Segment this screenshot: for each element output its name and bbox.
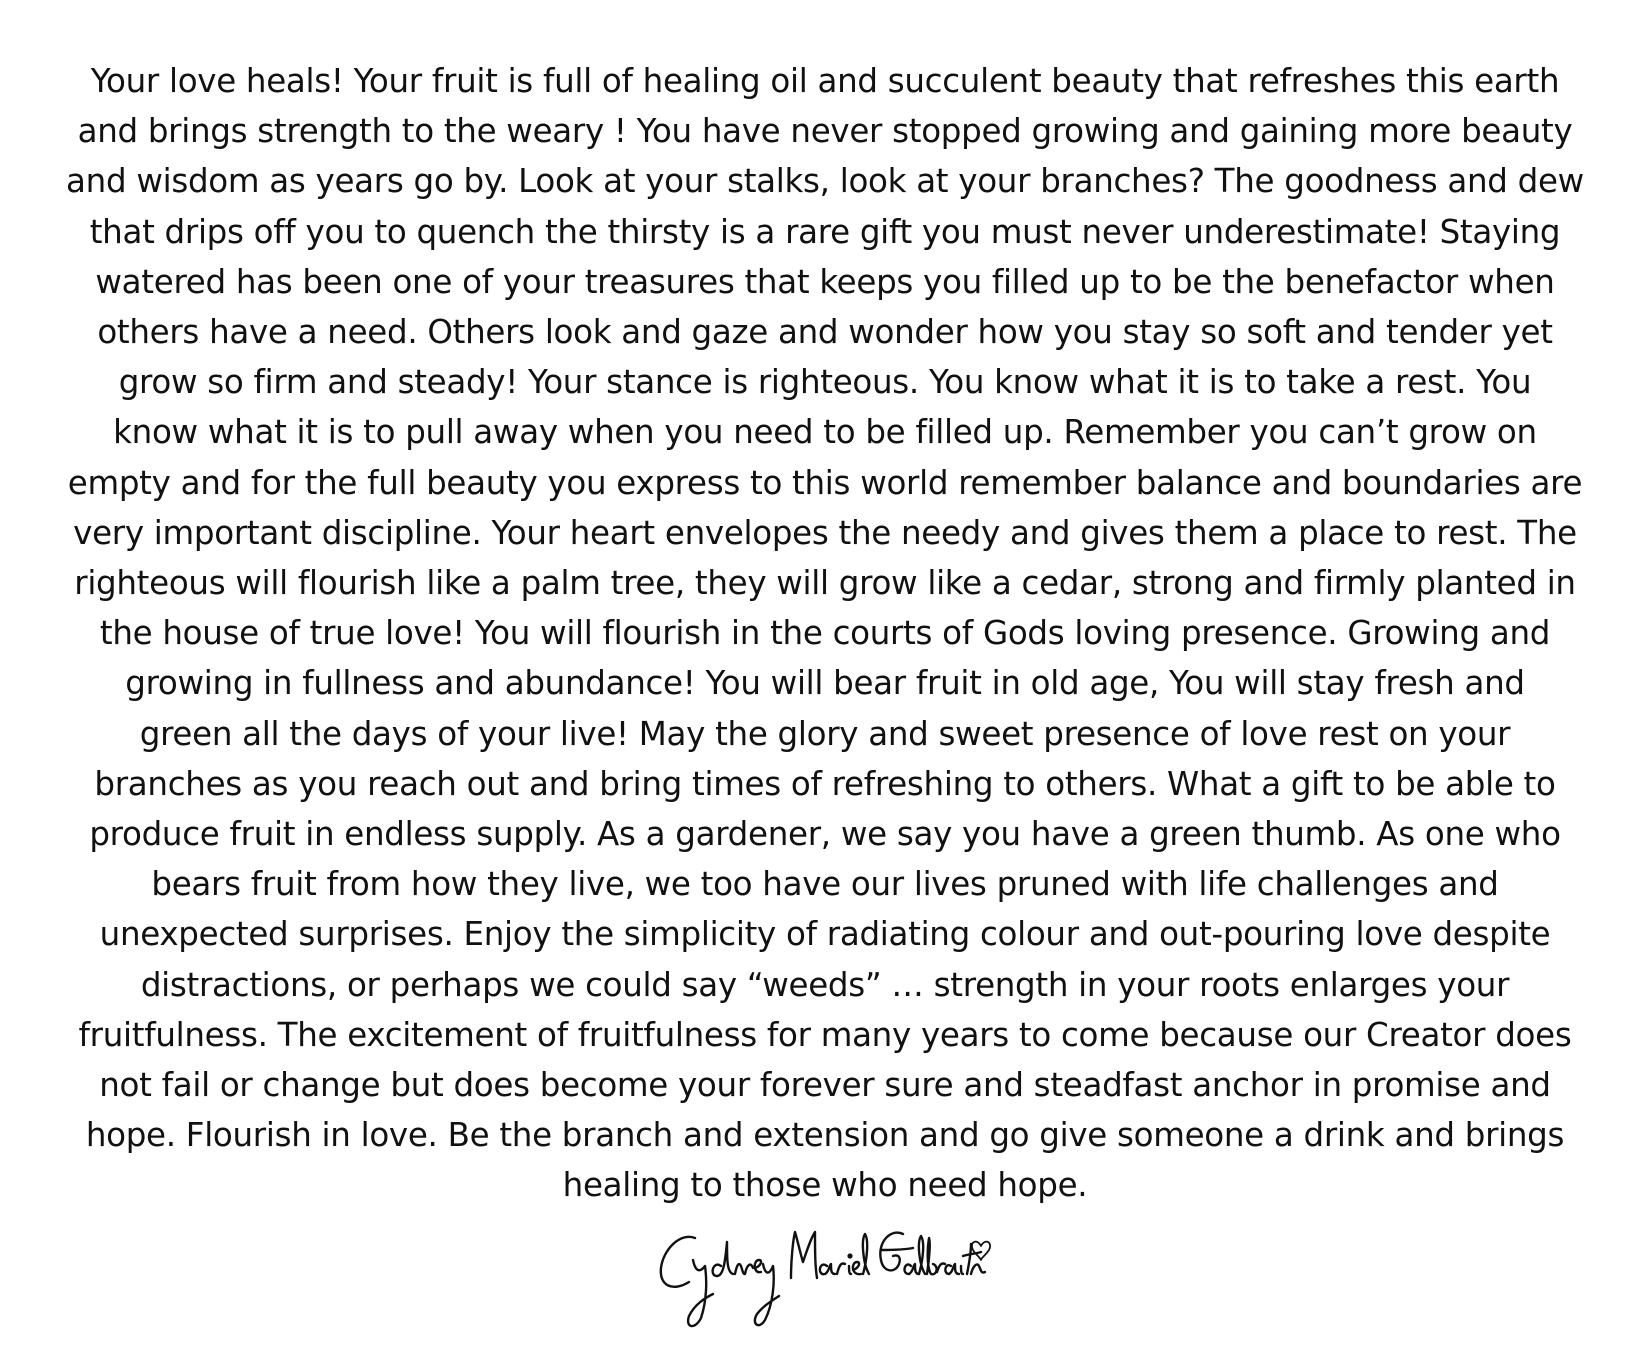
text-line: bears fruit from how they live, we too have our lives pruned with life challenges and [151,865,1499,904]
body-paragraph [40,56,1610,1211]
text-line: watered has been one of your treasures that keeps you filled up to be the benefactor when [95,262,1555,301]
text-line: distractions, or perhaps we could say “weeds” … strength in your roots enlarges your [140,965,1510,1004]
text-line: grow so firm and steady! Your stance is righteous. You know what it is to take a rest. You [118,363,1532,402]
text-line: branches as you reach out and bring times of refreshing to others. What a gift to be able to [94,764,1556,803]
text-line: unexpected surprises. Enjoy the simplicity of radiating colour and out-pouring love despite [99,915,1551,954]
text-line: growing in fullness and abundance! You will bear fruit in old age, You will stay fresh and [125,664,1525,703]
text-line: produce fruit in endless supply. As a gardener, we say you have a green thumb. As one who [89,815,1561,854]
text-line: and wisdom as years go by. Look at your stalks, look at your branches? The goodness and dew [66,162,1584,201]
text-line: and brings strength to the weary ! You have never stopped growing and gaining more beauty [77,112,1573,151]
text-line: that drips off you to quench the thirsty is a rare gift you must never underestimate! Staying [89,212,1561,251]
text-line: hope. Flourish in love. Be the branch and extension and go give someone a drink and brings [85,1116,1565,1155]
text-line: Your love heals! Your fruit is full of healing oil and succulent beauty that refreshes this earth [90,62,1560,100]
text-line: green all the days of your live! May the glory and sweet presence of love rest on your [139,714,1511,753]
text-line: fruitfulness. The excitement of fruitfulness for many years to come because our Creator does [78,1015,1572,1054]
text-line: healing to those who need hope. [562,1166,1088,1205]
handwritten-signature [655,1220,995,1335]
text-line: not fail or change but does become your forever sure and steadfast anchor in promise and [99,1066,1551,1105]
text-line: very important discipline. Your heart envelopes the needy and gives them a place to rest. The [73,513,1577,552]
text-line: righteous will flourish like a palm tree, they will grow like a cedar, strong and firmly planted in [74,564,1576,603]
text-line: know what it is to pull away when you need to be filled up. Remember you can’t grow on [113,413,1537,452]
text-line: empty and for the full beauty you express to this world remember balance and boundaries are [67,463,1583,502]
text-line: others have a need. Others look and gaze and wonder how you stay so soft and tender yet [97,313,1553,352]
text-line: the house of true love! You will flourish in the courts of Gods loving presence. Growing and [99,614,1551,653]
